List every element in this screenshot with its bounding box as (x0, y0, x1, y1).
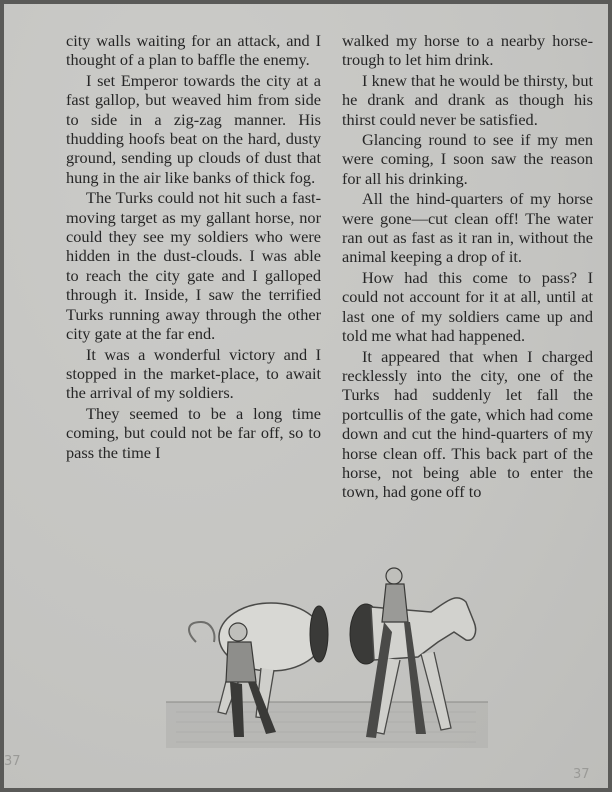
paragraph: It was a wonderful victory and I stopped in the market-place, to await the arrival of my soldiers. (66, 344, 321, 403)
page-number-right: 37 (573, 767, 590, 782)
left-text-column (66, 31, 321, 462)
paragraph: It appeared that when I charged recklessly into the city, one of the Turks had suddenly let fall the portcullis of the gate, which had come down and cut the hind-quarters of my horse clean off. This back part of the horse, not being able to enter the town, had gone off to (342, 346, 593, 502)
right-text-column (342, 31, 593, 502)
paragraph: How had this come to pass? I could not account for it at all, until at last one of my soldiers came up and told me what had happened. (342, 267, 593, 346)
paragraph: They seemed to be a long time coming, but could not be far off, so to pass the time I (66, 403, 321, 462)
paragraph: city walls waiting for an attack, and I thought of a plan to baffle the enemy. (66, 31, 321, 70)
horse-halves-illustration (156, 562, 496, 762)
book-page (4, 4, 608, 788)
paragraph: The Turks could not hit such a fast-moving target as my gallant horse, nor could they see my soldiers who were hidden in the dust-clouds. I was able to reach the city gate and I galloped through it. Inside, I saw the terrified Turks running away through the other city gate at the far end. (66, 188, 321, 344)
paragraph: Glancing round to see if my men were coming, I soon saw the reason for all his drinking. (342, 130, 593, 188)
page-number-left: 37 (4, 754, 21, 769)
paragraph: I set Emperor towards the city at a fast gallop, but weaved him from side to side in a zig-zag manner. His thudding hoofs beat on the hard, dusty ground, sending up clouds of dust that hung in the air like banks of thick fog. (66, 70, 321, 187)
paragraph: All the hind-quarters of my horse were gone—cut clean off! The water ran out as fast as it ran in, without the animal keeping a drop of it. (342, 189, 593, 267)
paragraph: walked my horse to a nearby horse-trough to let him drink. (342, 31, 593, 70)
paragraph: I knew that he would be thirsty, but he drank and drank as though his thirst could never be satisfied. (342, 70, 593, 129)
